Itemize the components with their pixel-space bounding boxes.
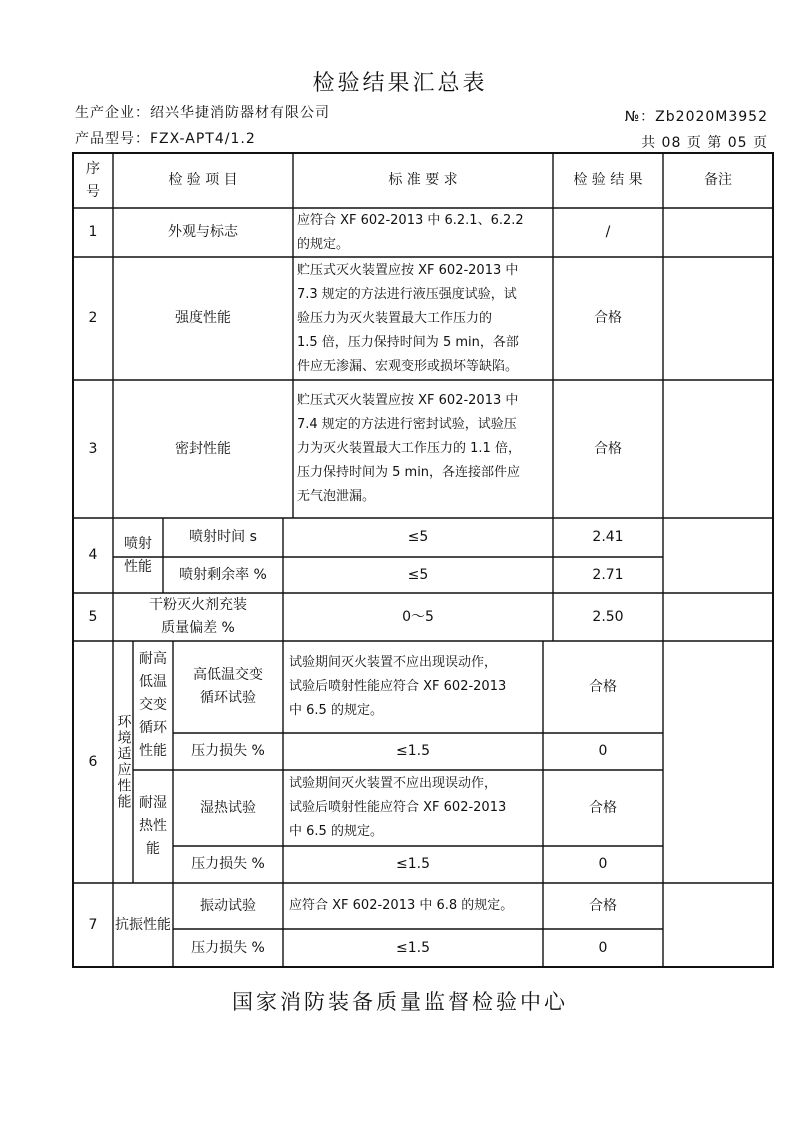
row-5-result: 2.50 bbox=[592, 608, 624, 625]
row-6b-standard: 试验期间灭火装置不应出现误动作， 试验后喷射性能应符合 XF 602-2013 中 6.5 的规定。 bbox=[289, 776, 507, 839]
row-6b-result: 合格 bbox=[589, 799, 617, 816]
issuer-footer: 国家消防装备质量监督检验中心 bbox=[232, 990, 568, 1014]
row-7-group: 抗振性能 bbox=[115, 916, 171, 933]
row-3-no: 3 bbox=[88, 440, 98, 457]
row-4-group: 喷射 性能 bbox=[124, 535, 152, 575]
row-6a-loss-result: 0 bbox=[598, 743, 608, 759]
row-6-no: 6 bbox=[88, 753, 98, 770]
row-6b-item: 湿热试验 bbox=[200, 799, 256, 816]
row-6b-loss-item: 压力损失 % bbox=[191, 856, 265, 872]
row-6a-label: 耐高 低温 交变 循环 性能 bbox=[139, 651, 167, 759]
row-3-result: 合格 bbox=[594, 440, 622, 457]
row-4a-item: 喷射时间 s bbox=[189, 529, 257, 545]
row-6a-standard: 试验期间灭火装置不应出现误动作， 试验后喷射性能应符合 XF 602-2013 中 6.5 的规定。 bbox=[289, 655, 507, 718]
row-1-no: 1 bbox=[88, 224, 98, 240]
row-6a-loss-item: 压力损失 % bbox=[191, 743, 265, 759]
manufacturer-label: 生产企业： bbox=[75, 105, 150, 121]
row-7-no: 7 bbox=[88, 916, 98, 933]
row-7-standard: 应符合 XF 602-2013 中 6.8 的规定。 bbox=[289, 898, 514, 913]
row-6b-loss-result: 0 bbox=[598, 856, 608, 872]
row-2-no: 2 bbox=[88, 310, 98, 326]
row-7-item: 振动试验 bbox=[200, 897, 256, 914]
row-6a-loss-standard: ≤1.5 bbox=[396, 743, 430, 759]
page-count: 共 08 页 第 05 页 bbox=[641, 135, 768, 151]
row-4b-item: 喷射剩余率 % bbox=[179, 566, 267, 583]
row-2-result: 合格 bbox=[594, 310, 622, 326]
row-5-standard: 0～5 bbox=[402, 608, 434, 625]
header-remark: 备注 bbox=[704, 172, 732, 188]
row-3-item: 密封性能 bbox=[175, 440, 231, 457]
row-4a-result: 2.41 bbox=[592, 529, 624, 545]
row-5-item: 干粉灭火剂充装 质量偏差 % bbox=[149, 597, 247, 636]
row-1-result: / bbox=[605, 224, 611, 240]
header-standard: 标 准 要 求 bbox=[388, 172, 458, 188]
row-5-no: 5 bbox=[88, 608, 98, 625]
row-6-group: 环境适应性能 bbox=[115, 714, 132, 810]
document-title: 检验结果汇总表 bbox=[312, 71, 488, 96]
row-6a-item: 高低温交变 循环试验 bbox=[193, 667, 263, 706]
row-4a-standard: ≤5 bbox=[407, 529, 429, 545]
row-7-loss-item: 压力损失 % bbox=[191, 939, 265, 956]
row-6b-label: 耐湿 热性 能 bbox=[139, 795, 167, 857]
header-item: 检 验 项 目 bbox=[168, 172, 238, 188]
row-1-standard: 应符合 XF 602-2013 中 6.2.1、6.2.2 的规定。 bbox=[297, 212, 524, 252]
row-4b-result: 2.71 bbox=[592, 566, 624, 583]
manufacturer-value: 绍兴华捷消防器材有限公司 bbox=[150, 105, 330, 121]
row-6a-result: 合格 bbox=[589, 678, 617, 695]
row-7-loss-standard: ≤1.5 bbox=[396, 939, 430, 956]
row-3-standard: 贮压式灭火装置应按 XF 602-2013 中 7.4 规定的方法进行密封试验，试验压 力为灭火装置最大工作压力的 1.1 倍， 压力保持时间为 5 min，各连接部件应 无气泡泄漏。 bbox=[297, 393, 521, 504]
row-1-item: 外观与标志 bbox=[168, 224, 238, 240]
row-7-loss-result: 0 bbox=[598, 939, 608, 956]
row-2-standard: 贮压式灭火装置应按 XF 602-2013 中 7.3 规定的方法进行液压强度试验，试 验压力为灭火装置最大工作压力的 1.5 倍，压力保持时间为 5 min，各部 件应无渗漏、宏观变形或损坏等缺陷。 bbox=[297, 262, 519, 374]
header-no: 序 号 bbox=[86, 160, 100, 200]
row-4b-standard: ≤5 bbox=[407, 566, 429, 583]
header-result: 检 验 结 果 bbox=[573, 172, 643, 188]
model-label: 产品型号： bbox=[75, 131, 150, 147]
row-7-result: 合格 bbox=[589, 897, 617, 914]
model-value: FZX-APT4/1.2 bbox=[150, 131, 256, 147]
row-6b-loss-standard: ≤1.5 bbox=[396, 856, 430, 872]
row-2-item: 强度性能 bbox=[175, 310, 231, 326]
row-4-no: 4 bbox=[88, 547, 98, 563]
report-number: №：Zb2020M3952 bbox=[624, 109, 768, 125]
